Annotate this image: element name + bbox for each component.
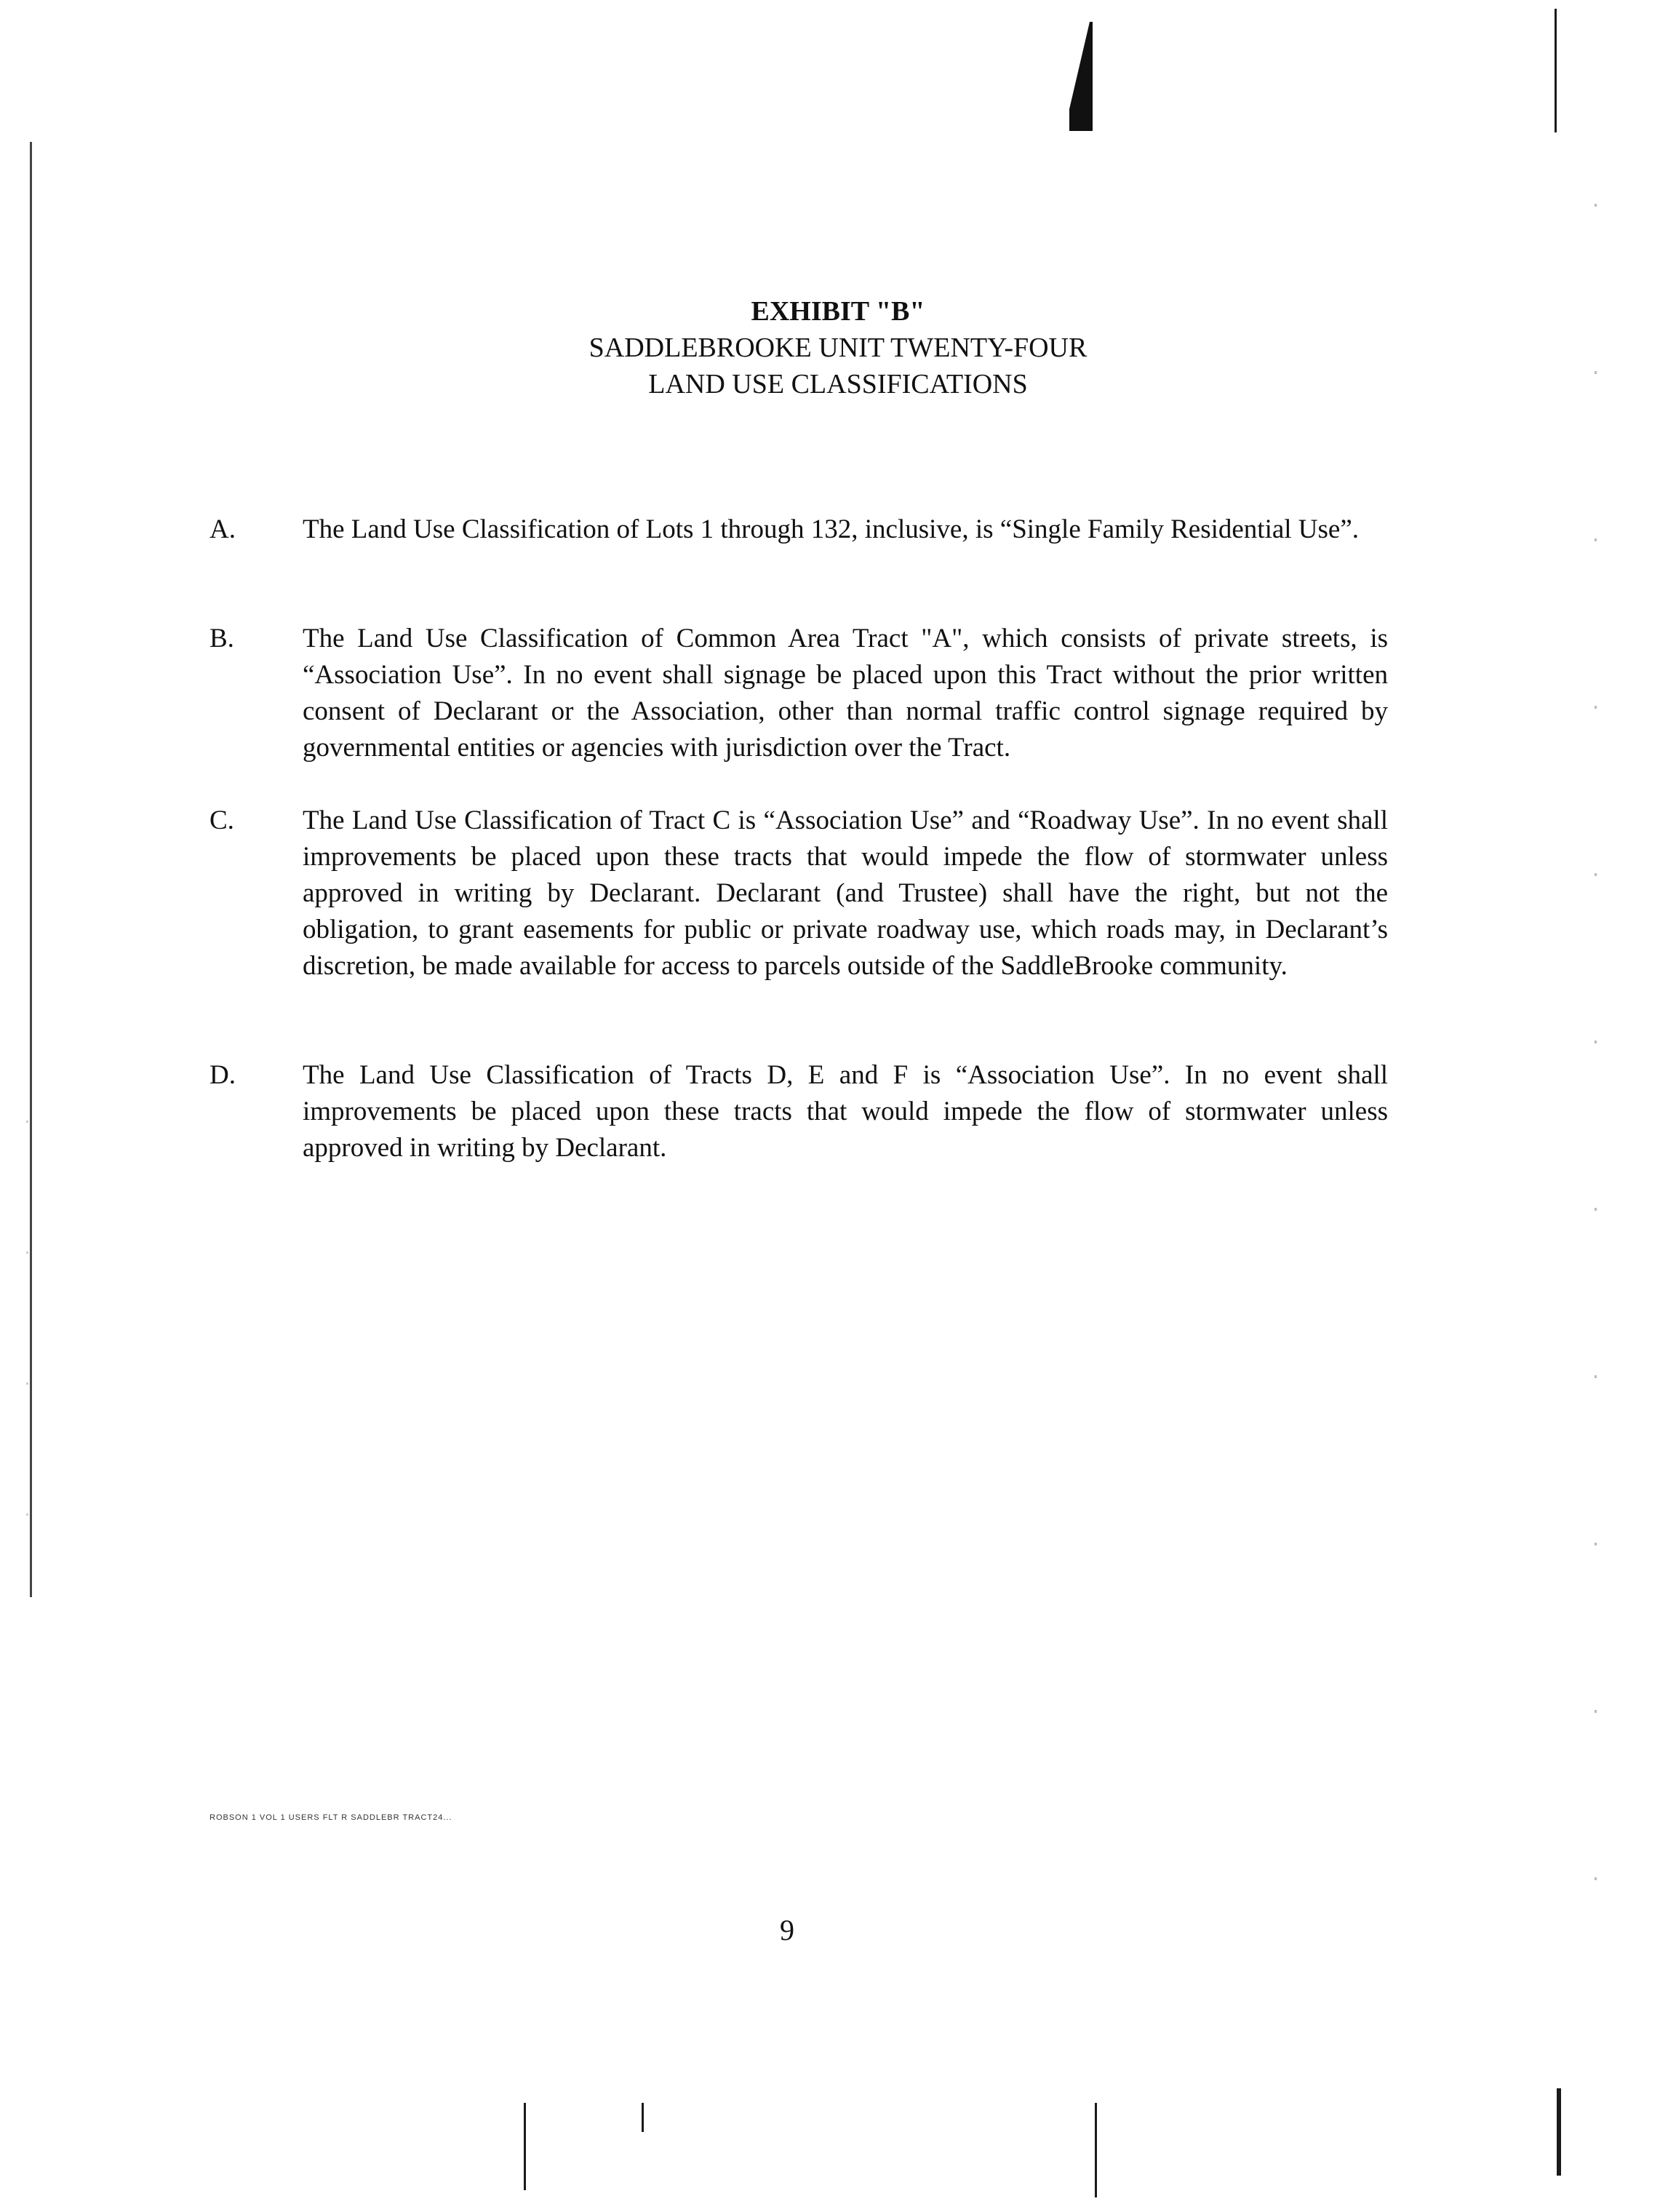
- scan-rule-left: [30, 142, 32, 1597]
- item-text: The Land Use Classification of Common Area Tract "A", which consists of private streets, is “Association Use”. In no event shall signage be placed upon this Tract without the prior written consent of Declarant or the Association, other than normal traffic control signage required by governmental entities or agencies with jurisdiction over the Tract.: [303, 624, 1388, 763]
- scan-rule-right-bottom: [1557, 2088, 1561, 2176]
- scan-mark-wedge-shape: [1068, 22, 1097, 131]
- item-letter: D.: [210, 1060, 236, 1090]
- exhibit-title: EXHIBIT "B": [751, 296, 925, 327]
- item-letter: B.: [210, 624, 234, 653]
- page-number: 9: [780, 1914, 794, 1946]
- item-letter: C.: [210, 805, 234, 835]
- scan-dots-right: [1595, 204, 1597, 2023]
- scan-rule-bottom-1: [524, 2103, 526, 2190]
- item-letter: A.: [210, 514, 236, 544]
- exhibit-subtitle-classifications: LAND USE CLASSIFICATIONS: [648, 369, 1028, 399]
- scan-mark-wedge: [1068, 22, 1097, 131]
- scan-dots-left: [26, 1121, 28, 1644]
- footer-file-path: ROBSON 1 VOL 1 USERS FLT R SADDLEBR TRACT24...: [210, 1813, 452, 1822]
- exhibit-subtitle-unit: SADDLEBROOKE UNIT TWENTY-FOUR: [588, 333, 1088, 363]
- item-text: The Land Use Classification of Tract C is “Association Use” and “Roadway Use”. In no event shall improvements be placed upon these tracts that would impede the flow of stormwater unless approved in writing by Declarant. Declarant (and Trustee) shall have the right, but not the obligation, to grant easements for public or private roadway use, which roads may, in Declarant’s discretion, be made available for access to parcels outside of the SaddleBrooke community.: [303, 805, 1388, 981]
- item-text: The Land Use Classification of Tracts D, E and F is “Association Use”. In no event shall improvements be placed upon these tracts that would impede the flow of stormwater unless approved in writing by Declarant.: [303, 1060, 1388, 1163]
- scan-rule-right-top: [1555, 9, 1557, 132]
- item-text: The Land Use Classification of Lots 1 through 132, inclusive, is “Single Family Residential Use”.: [303, 514, 1360, 544]
- scan-rule-bottom-3: [1095, 2103, 1097, 2197]
- scan-rule-bottom-2: [642, 2103, 644, 2132]
